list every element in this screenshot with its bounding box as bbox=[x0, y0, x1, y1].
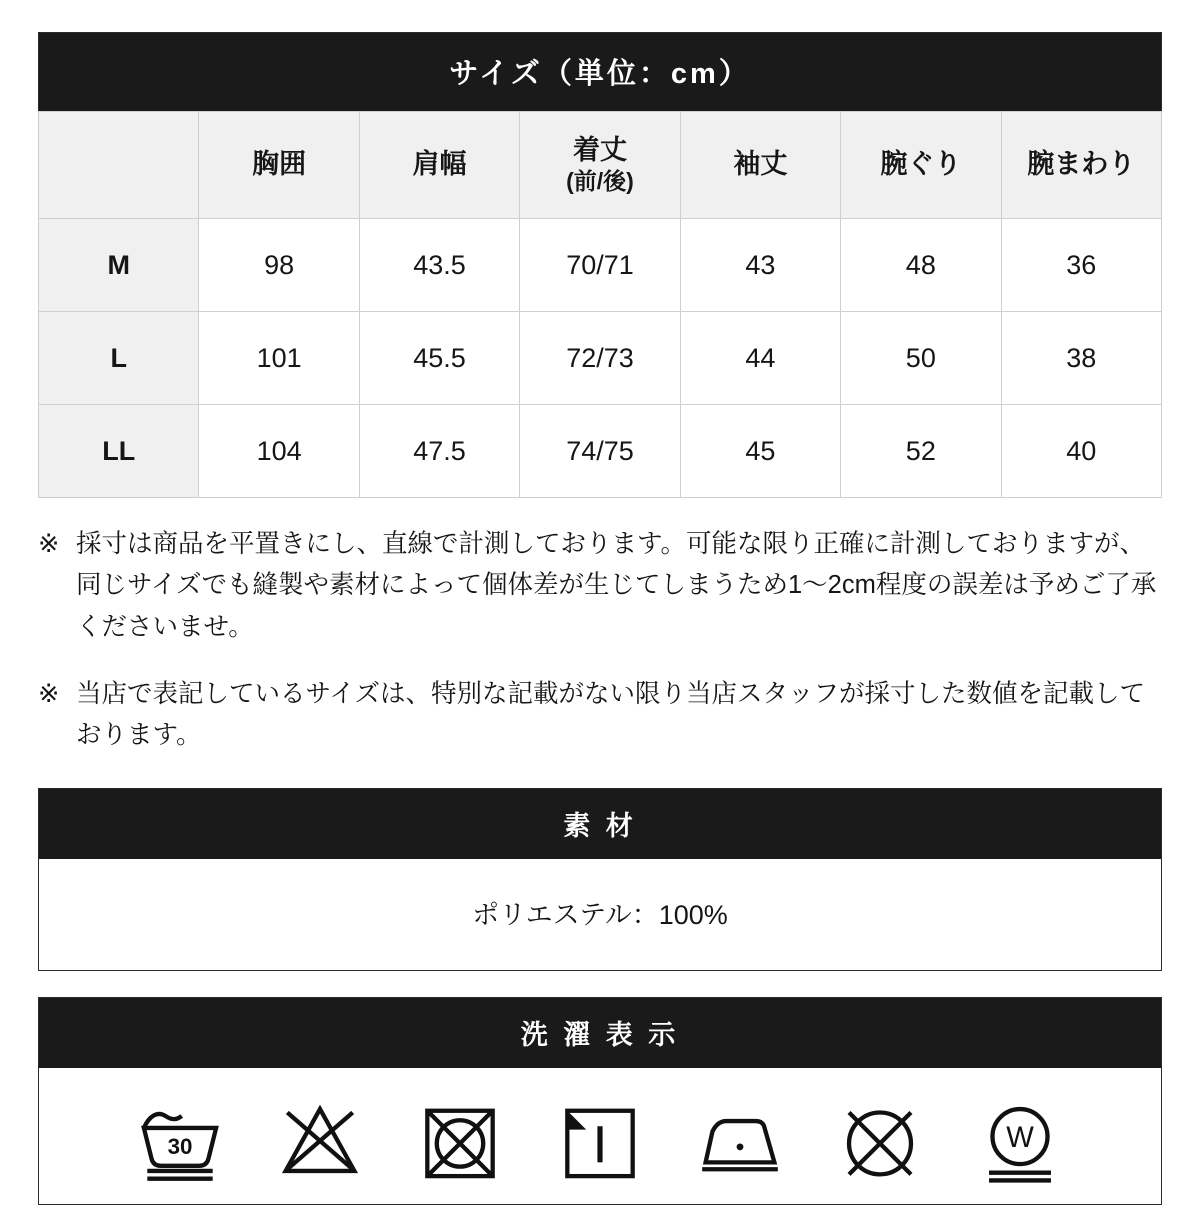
no-bleach-icon bbox=[274, 1094, 366, 1186]
size-row-label-l: L bbox=[39, 312, 199, 405]
wet-clean-icon bbox=[974, 1094, 1066, 1186]
size-cell-l-shoulder: 45.5 bbox=[359, 312, 519, 405]
no-dry-clean-icon bbox=[834, 1094, 926, 1186]
note-text-2: 当店で表記しているサイズは、特別な記載がない限り当店スタッフが採寸した数値を記載しております。 bbox=[76, 679, 1145, 750]
size-table-col-shoulder: 肩幅 bbox=[359, 112, 519, 219]
size-cell-ll-shoulder: 47.5 bbox=[359, 405, 519, 498]
note-marker-2: ※ bbox=[38, 679, 60, 708]
size-table-col-bust: 胸囲 bbox=[199, 112, 359, 219]
size-cell-m-sleeve: 43 bbox=[680, 219, 840, 312]
size-cell-ll-armhole: 52 bbox=[841, 405, 1001, 498]
table-row bbox=[39, 219, 1162, 312]
size-cell-m-length: 70/71 bbox=[520, 219, 680, 312]
size-cell-m-shoulder: 43.5 bbox=[359, 219, 519, 312]
size-cell-ll-armwidth: 40 bbox=[1001, 405, 1161, 498]
wash-temp-label: 30 bbox=[167, 1134, 193, 1160]
size-table-header-row bbox=[39, 112, 1162, 219]
size-cell-l-length: 72/73 bbox=[520, 312, 680, 405]
size-cell-l-sleeve: 44 bbox=[680, 312, 840, 405]
size-table-col-armwidth: 腕まわり bbox=[1001, 112, 1161, 219]
size-cell-ll-bust: 104 bbox=[199, 405, 359, 498]
note-staff-measured bbox=[38, 674, 1162, 757]
size-cell-l-armhole: 50 bbox=[841, 312, 1001, 405]
material-section bbox=[38, 788, 1162, 971]
size-cell-ll-sleeve: 45 bbox=[680, 405, 840, 498]
care-section-header: 洗 濯 表 示 bbox=[39, 998, 1161, 1068]
size-table-col-length-main: 着丈 bbox=[572, 135, 627, 165]
size-cell-l-bust: 101 bbox=[199, 312, 359, 405]
table-row bbox=[39, 312, 1162, 405]
iron-low-icon bbox=[694, 1094, 786, 1186]
size-cell-m-armhole: 48 bbox=[841, 219, 1001, 312]
size-table-col-armhole: 腕ぐり bbox=[841, 112, 1001, 219]
size-cell-m-bust: 98 bbox=[199, 219, 359, 312]
wash-30-icon bbox=[134, 1094, 226, 1186]
size-cell-m-armwidth: 36 bbox=[1001, 219, 1161, 312]
drip-dry-hang-icon bbox=[554, 1094, 646, 1186]
note-marker-1: ※ bbox=[38, 530, 60, 558]
size-table-corner-cell bbox=[39, 112, 199, 219]
note-measurement bbox=[38, 524, 1162, 648]
size-table-title: サイズ（単位：cm） bbox=[39, 33, 1162, 112]
care-section bbox=[38, 997, 1162, 1205]
care-icons-row bbox=[39, 1068, 1161, 1204]
size-row-label-ll: LL bbox=[39, 405, 199, 498]
material-section-body: ポリエステル：100% bbox=[39, 859, 1161, 970]
size-table-col-length-sub: (前/後) bbox=[566, 167, 634, 194]
size-table-body bbox=[39, 219, 1162, 498]
size-row-label-m: M bbox=[39, 219, 199, 312]
size-table-title-row bbox=[39, 33, 1162, 112]
no-tumble-dry-icon bbox=[414, 1094, 506, 1186]
measurement-notes bbox=[38, 524, 1162, 756]
wet-clean-label: W bbox=[1006, 1122, 1034, 1155]
table-row bbox=[39, 405, 1162, 498]
size-table bbox=[38, 32, 1162, 498]
material-section-header: 素 材 bbox=[39, 789, 1161, 859]
size-table-col-sleeve: 袖丈 bbox=[680, 112, 840, 219]
note-text-1: 採寸は商品を平置きにし、直線で計測しております。可能な限り正確に計測しておりますが、同じサイズでも縫製や素材によって個体差が生じてしまうため1〜2cm程度の誤差は予めご了承くださいませ。 bbox=[76, 530, 1157, 641]
size-cell-ll-length: 74/75 bbox=[520, 405, 680, 498]
size-table-col-length bbox=[520, 112, 680, 219]
size-cell-l-armwidth: 38 bbox=[1001, 312, 1161, 405]
